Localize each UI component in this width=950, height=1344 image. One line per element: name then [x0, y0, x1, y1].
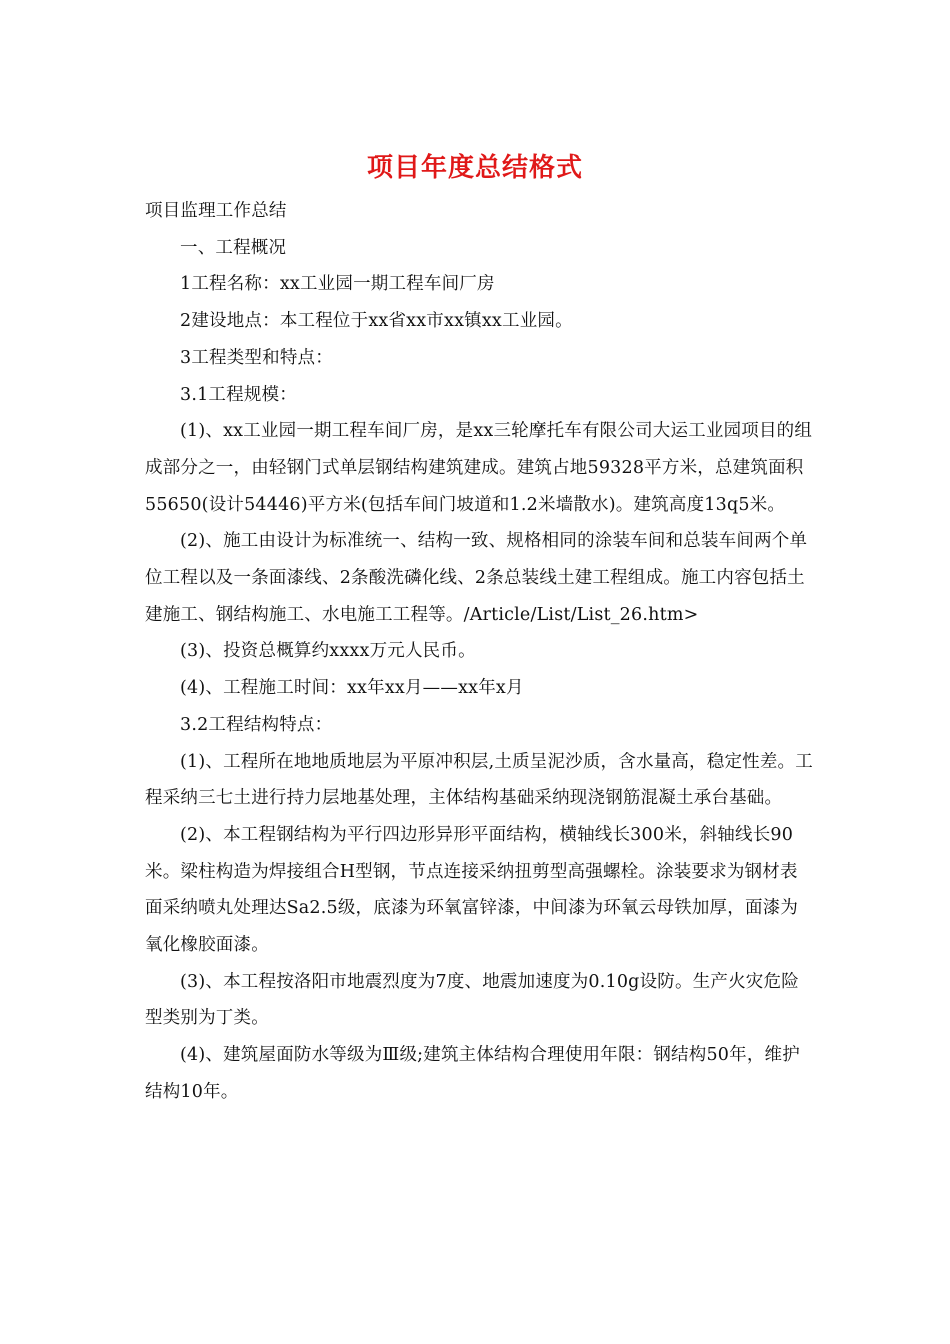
paragraph: (3)、投资总概算约xxxx万元人民币。: [180, 641, 476, 662]
paragraph: (2)、施工由设计为标准统一、结构一致、规格相同的涂装车间和总装车间两个单位工程以及一条面漆线、2条酸洗磷化线、2条总装线土建工程组成。施工内容包括土建施工、钢结构施工、水电施工工程等。/Article/List/List_26.htm>: [145, 531, 808, 625]
section-heading: 项目监理工作总结: [145, 201, 287, 221]
paragraph: 3工程类型和特点：: [180, 347, 333, 368]
paragraph: (3)、本工程按洛阳市地震烈度为7度、地震加速度为0.10g设防。生产火灾危险型类别为丁类。: [145, 971, 799, 1029]
document-title: 项目年度总结格式: [366, 153, 583, 183]
paragraph: 1工程名称：xx工业园一期工程车间厂房: [180, 274, 495, 295]
paragraph: 2建设地点：本工程位于xx省xx市xx镇xx工业园。: [180, 311, 573, 332]
paragraph: 3.1工程规模：: [180, 384, 297, 405]
document-body: [145, 193, 815, 1111]
paragraph: 3.2工程结构特点：: [180, 714, 333, 735]
paragraph: (1)、工程所在地地质地层为平原冲积层,土质呈泥沙质，含水量高，稳定性差。工程采纳三七土进行持力层地基处理，主体结构基础采纳现浇钢筋混凝土承台基础。: [145, 751, 813, 809]
paragraph: 一、工程概况: [180, 237, 287, 258]
paragraph: (1)、xx工业园一期工程车间厂房，是xx三轮摩托车有限公司大运工业园项目的组成部分之一，由轻钢门式单层钢结构建筑建成。建筑占地59328平方米，总建筑面积55650(设计54446)平方米(包括车间门坡道和1.2米墙散水)。建筑高度13q5米。: [145, 421, 813, 515]
paragraph: (4)、工程施工时间：xx年xx月——xx年x月: [180, 678, 524, 699]
paragraph: (2)、本工程钢结构为平行四边形异形平面结构，横轴线长300米，斜轴线长90米。梁柱构造为焊接组合H型钢，节点连接采纳扭剪型高强螺栓。涂装要求为钢材表面采纳喷丸处理达Sa2.5级，底漆为环氧富锌漆，中间漆为环氧云母铁加厚，面漆为氧化橡胶面漆。: [145, 824, 799, 956]
paragraph: (4)、建筑屋面防水等级为Ⅲ级;建筑主体结构合理使用年限：钢结构50年，维护结构10年。: [145, 1045, 800, 1102]
